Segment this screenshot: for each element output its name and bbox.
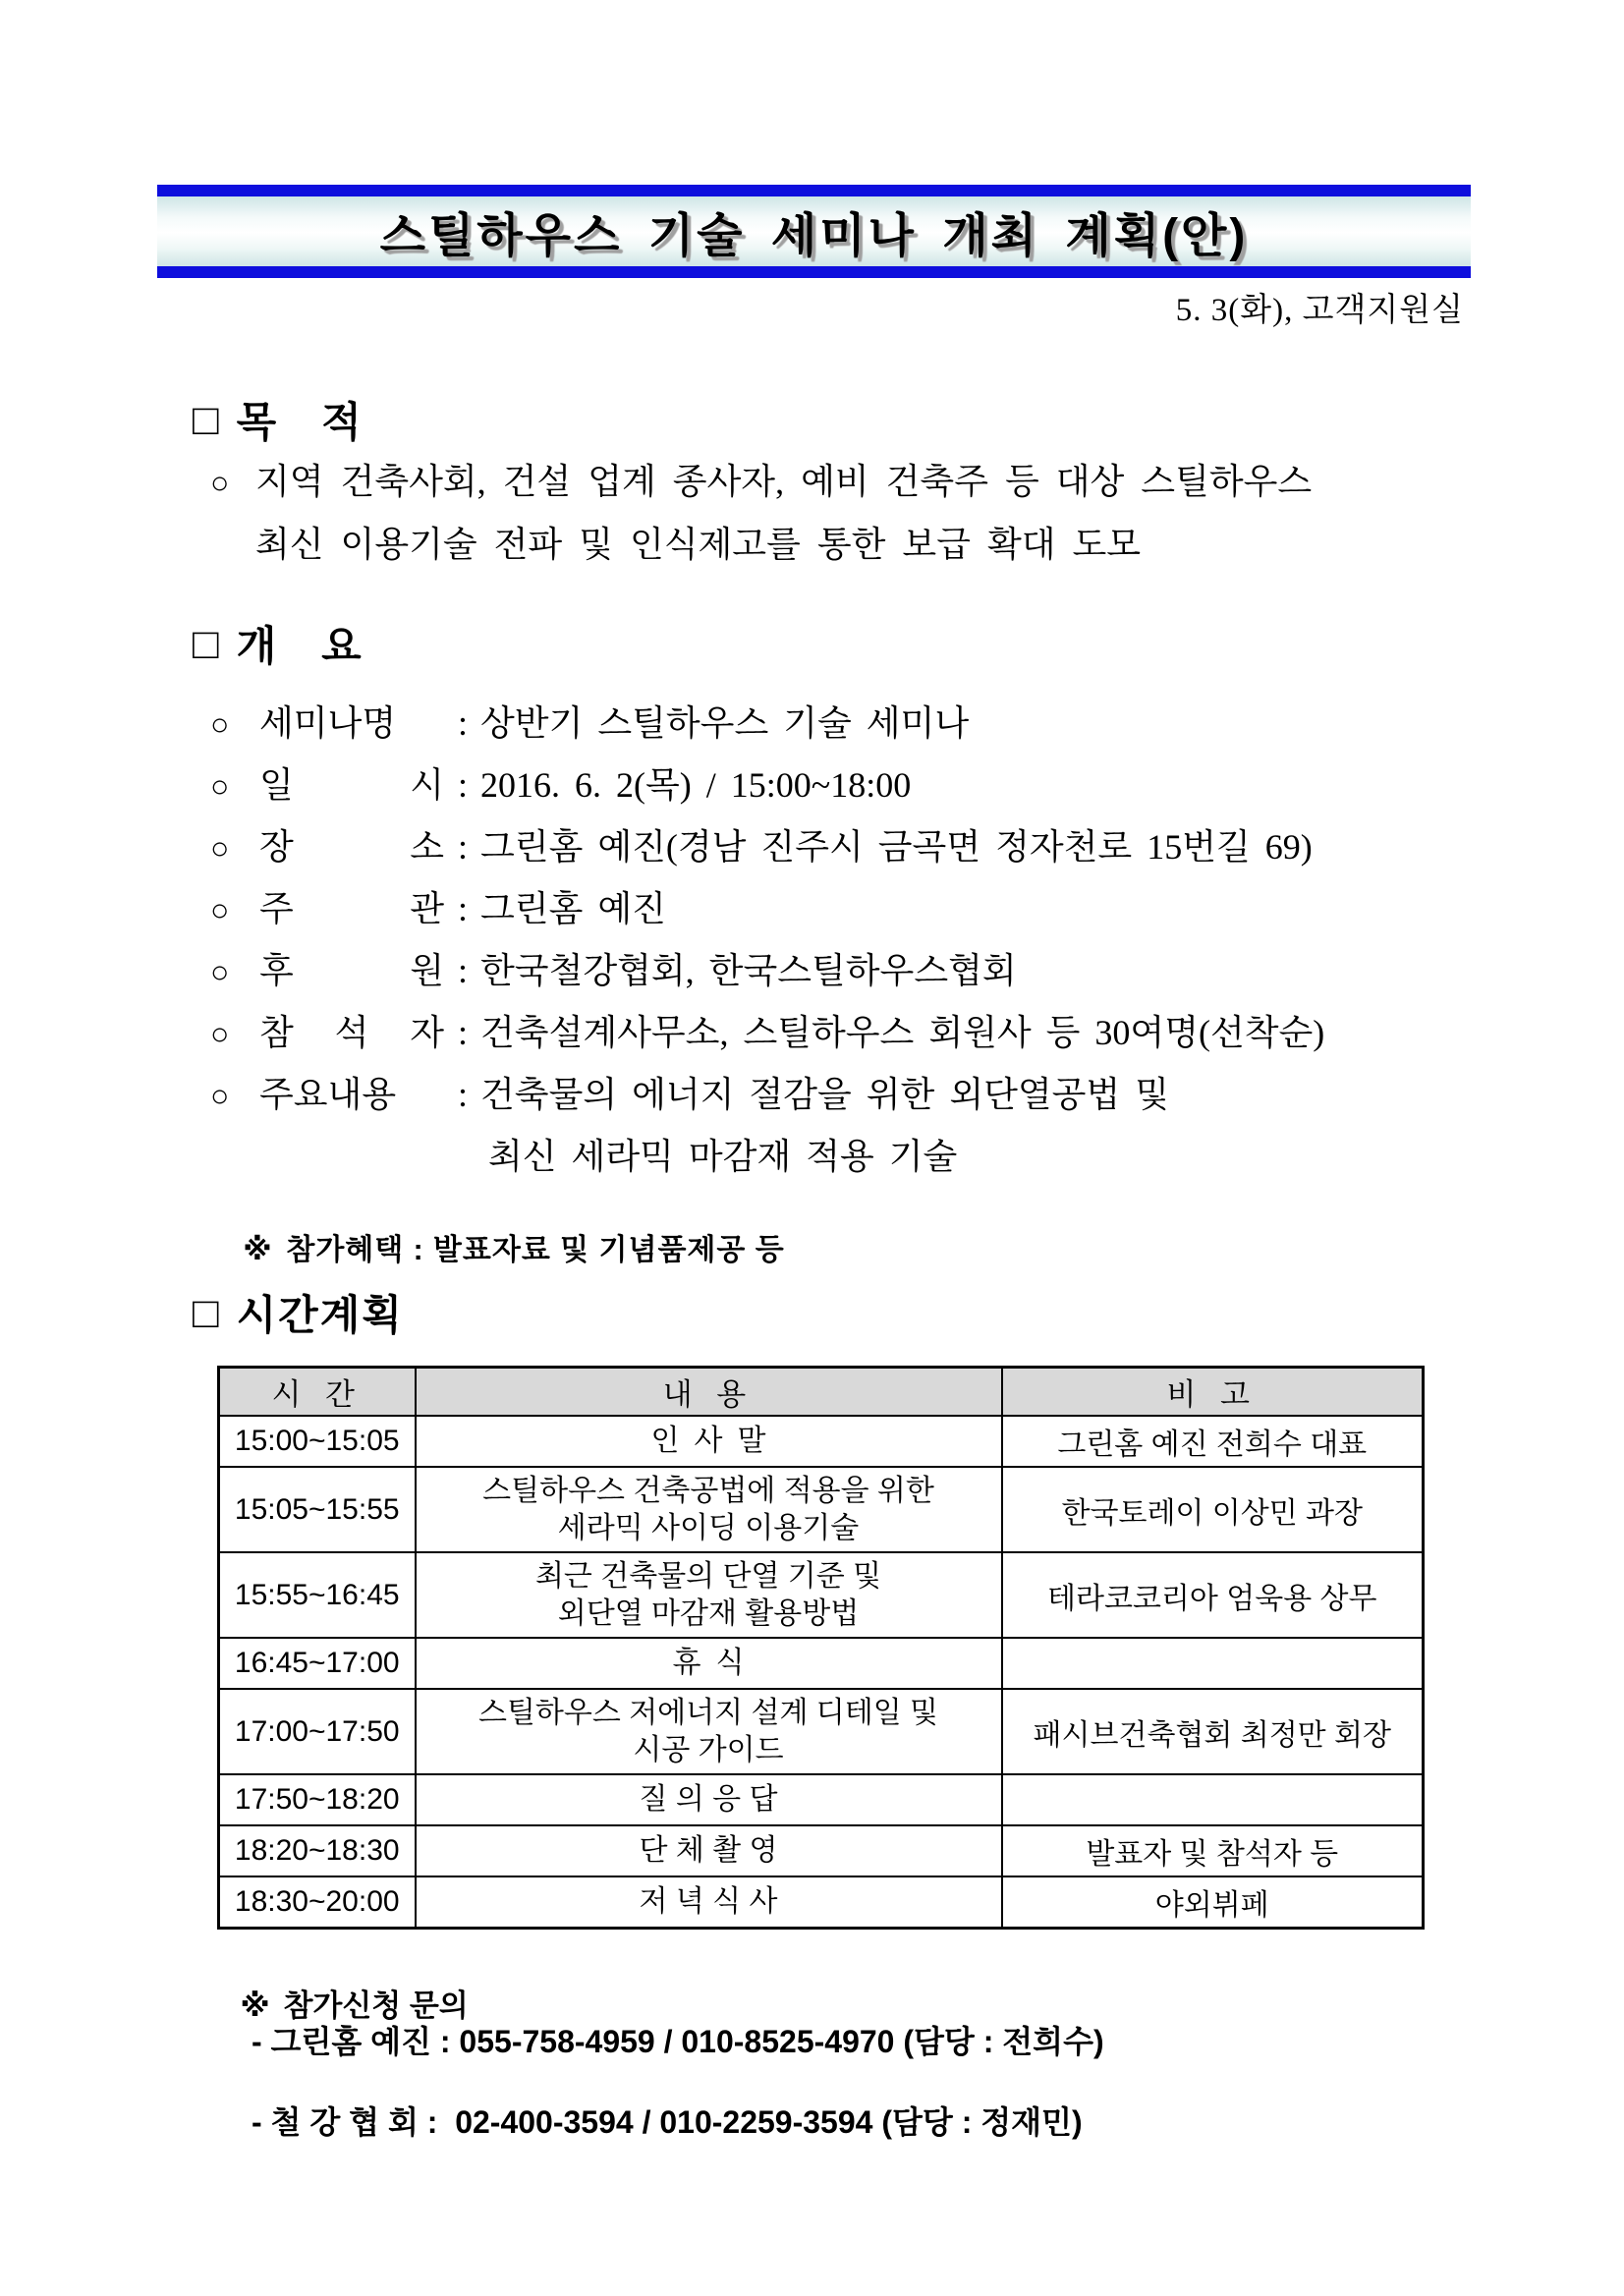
time-cell: 17:50~18:20 [219,1774,416,1825]
overview-separator: : [458,703,469,743]
content-line: 시공 가이드 [633,1733,784,1766]
note-cell: 한국토레이 이상민 과장 [1002,1467,1424,1552]
time-cell: 17:00~17:50 [219,1689,416,1774]
overview-label: 장 소 [259,827,444,867]
content-cell [416,1416,1002,1467]
purpose-text-1: 지역 건축사회, 건설 업계 종사자, 예비 건축주 등 대상 스틸하우스 [255,462,1313,501]
content-line: 단 체 촬 영 [639,1834,778,1867]
table-row [219,1467,1424,1552]
section-header-overview [193,619,364,674]
table-row [219,1416,1424,1467]
overview-item [210,940,1324,1002]
circle-bullet-icon: ○ [210,706,230,742]
table-row [219,1774,1424,1825]
note-cell: 패시브건축협회 최정만 회장 [1002,1689,1424,1774]
time-cell: 16:45~17:00 [219,1638,416,1689]
contact-heading-text: 참가신청 문의 [283,1988,469,2023]
circle-bullet-icon: ○ [210,1016,230,1051]
benefit-note [206,1189,785,1266]
banner-gradient [157,196,1471,266]
purpose-line-2 [210,513,1312,576]
content-line: 최근 건축물의 단열 기준 및 [534,1559,882,1593]
column-header-content: 내 용 [416,1368,1002,1417]
overview-value: 그린홈 예진(경남 진주시 금곡면 정자천로 15번길 69) [480,827,1313,867]
time-cell: 15:05~15:55 [219,1467,416,1552]
overview-item [210,816,1324,878]
overview-item [210,1064,1324,1126]
title-banner [157,185,1471,278]
schedule-table-wrap [217,1366,1425,1930]
purpose-paragraph [210,450,1312,576]
table-row [219,1689,1424,1774]
contact-line: - 철 강 협 회 : 02-400-3594 / 010-2259-3594 (담당 : 정재민) [252,2104,1083,2140]
circle-bullet-icon: ○ [210,1078,230,1113]
section-header-schedule [193,1288,404,1343]
content-cell [416,1638,1002,1689]
reference-mark-icon: ※ [240,1988,270,2023]
benefit-text: 참가혜택 : 발표자료 및 기념품제공 등 [286,1234,785,1266]
content-cell [416,1825,1002,1876]
overview-value: 건축물의 에너지 절감을 위한 외단열공법 및 [480,1075,1169,1114]
overview-separator: : [458,1075,469,1114]
schedule-table-body [219,1416,1424,1929]
content-cell [416,1689,1002,1774]
overview-label: 후 원 [259,951,444,990]
overview-list [210,693,1324,1188]
note-cell: 그린홈 예진 전희수 대표 [1002,1416,1424,1467]
overview-value: 그린홈 예진 [480,889,666,928]
overview-value-continued: 최신 세라믹 마감재 적용 기술 [488,1137,958,1176]
content-cell [416,1876,1002,1929]
note-cell: 테라코코리아 엄욱용 상무 [1002,1552,1424,1638]
section-title-overview: 개 요 [236,623,364,669]
overview-label: 참 석 자 [259,1013,444,1052]
table-row [219,1825,1424,1876]
note-cell [1002,1774,1424,1825]
content-cell [416,1552,1002,1638]
banner-bottom-bar [157,266,1471,278]
overview-separator: : [458,765,469,805]
overview-label: 세미나명 [259,703,397,743]
column-header-time: 시 간 [219,1368,416,1417]
note-cell: 야외뷔페 [1002,1876,1424,1929]
content-line: 세라믹 사이딩 이용기술 [557,1511,860,1544]
purpose-line-1 [210,450,1312,513]
content-line: 질 의 응 답 [639,1783,778,1816]
table-header-row [219,1368,1424,1417]
content-line: 휴 식 [672,1647,745,1679]
circle-bullet-icon: ○ [210,892,230,927]
purpose-text-2: 최신 이용기술 전파 및 인식제고를 통한 보급 확대 도모 [255,525,1142,564]
content-cell [416,1774,1002,1825]
table-row [219,1638,1424,1689]
square-bullet-icon: □ [193,396,221,444]
table-row [219,1876,1424,1929]
note-cell: 발표자 및 참석자 등 [1002,1825,1424,1876]
contact-line: - 그린홈 예진 : 055-758-4959 / 010-8525-4970 (담당 : 전희수) [252,2024,1104,2059]
overview-separator: : [458,951,469,990]
time-cell: 15:00~15:05 [219,1416,416,1467]
note-cell [1002,1638,1424,1689]
circle-bullet-icon: ○ [210,465,230,500]
banner-top-bar [157,185,1471,196]
overview-item [210,755,1324,816]
schedule-table [217,1366,1425,1930]
overview-value: 상반기 스틸하우스 기술 세미나 [480,703,970,743]
overview-item [210,693,1324,755]
square-bullet-icon: □ [193,1289,221,1337]
time-cell: 18:20~18:30 [219,1825,416,1876]
content-line: 스틸하우스 건축공법에 적용을 위한 [482,1474,934,1507]
date-department-line: 5. 3(화), 고객지원실 [1175,293,1464,328]
overview-item [210,1002,1324,1064]
circle-bullet-icon: ○ [210,830,230,866]
overview-label: 주 관 [259,889,444,928]
overview-separator: : [458,827,469,867]
section-title-purpose: 목 적 [236,399,364,445]
column-header-note: 비 고 [1002,1368,1424,1417]
content-line: 인 사 말 [650,1425,766,1457]
circle-bullet-icon: ○ [210,768,230,804]
time-cell: 18:30~20:00 [219,1876,416,1929]
overview-label: 주요내용 [259,1075,397,1114]
page-title: 스틸하우스 기술 세미나 개최 계획(안) [379,210,1249,262]
overview-value: 한국철강협회, 한국스틸하우스협회 [480,951,1017,990]
overview-item [210,878,1324,940]
overview-value: 2016. 6. 2(목) / 15:00~18:00 [480,765,912,805]
content-line: 외단열 마감재 활용방법 [557,1596,860,1630]
square-bullet-icon: □ [193,620,221,668]
overview-separator: : [458,889,469,928]
table-row [219,1552,1424,1638]
contact-lines [252,2016,1104,2177]
circle-bullet-icon: ○ [210,954,230,989]
overview-separator: : [458,1013,469,1052]
section-title-schedule: 시간계획 [236,1292,404,1338]
reference-mark-icon: ※ [243,1234,273,1266]
overview-value: 건축설계사무소, 스틸하우스 회원사 등 30여명(선착순) [480,1013,1325,1052]
contact-heading [206,1947,469,2023]
time-cell: 15:55~16:45 [219,1552,416,1638]
overview-label: 일 시 [259,765,444,805]
section-header-purpose [193,395,364,450]
content-line: 저 녁 식 사 [639,1885,778,1918]
content-cell [416,1467,1002,1552]
content-line: 스틸하우스 저에너지 설계 디테일 및 [477,1696,939,1729]
